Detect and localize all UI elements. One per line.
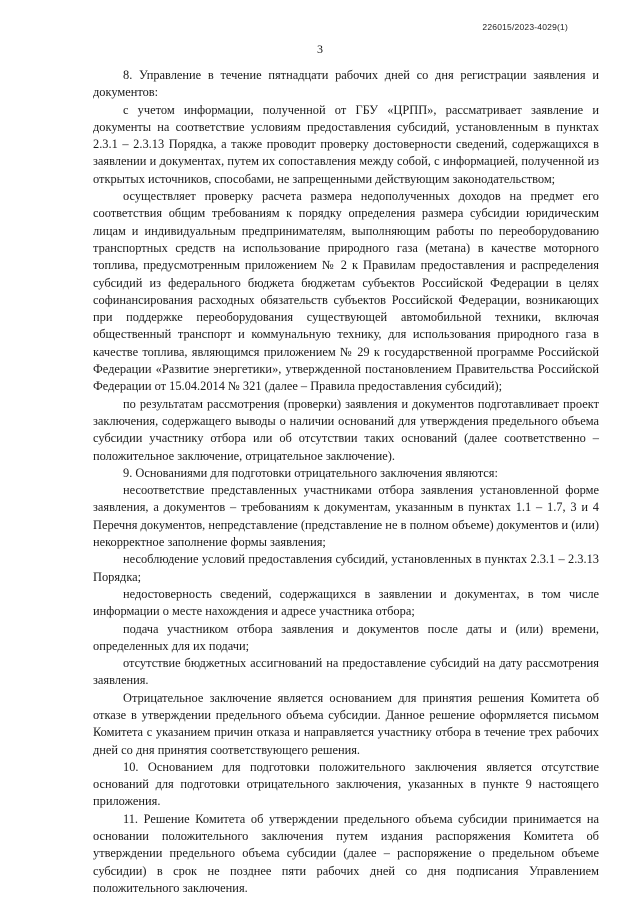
paragraph-9-late-submission: подача участником отбора заявления и документов после даты и (или) времени, определенных для их подачи;: [93, 621, 599, 653]
paragraph-9-nonconformity: несоответствие представленных участниками отбора заявления установленной форме заявления, а документов – требованиям к документам, указанным в пунктах 1.1 – 1.7, 3 и 4 Перечня документов, непредставление (представление не в полном объеме) документов и (или) некорректное заполнение формы заявления;: [93, 483, 599, 550]
document-registration-number: 226015/2023-4029(1): [482, 22, 568, 32]
paragraph-9-noncompliance: несоблюдение условий предоставления субсидий, установленных в пунктах 2.3.1 – 2.3.13 Порядка;: [93, 552, 599, 584]
paragraph-9-inaccuracy: недостоверность сведений, содержащихся в заявлении и документах, в том числе информации о месте нахождения и адресе участника отбора;: [93, 586, 599, 619]
paragraph-8-draft-conclusion: по результатам рассмотрения (проверки) заявления и документов подготавливает проект заключения, содержащего выводы о наличии оснований для утверждения предельного объема субсидии участнику отбора или об отсутствии таких оснований (далее соответственно – положительное заключение, отрицательное заключение).: [93, 396, 599, 463]
page-number: 3: [317, 42, 323, 56]
paragraph-9-negative-conclusion: Отрицательное заключение является основанием для принятия решения Комитета об отказе в утверждении предельного объема субсидии. Данное решение оформляется письмом Комитета с указанием причин отказа и направляется участнику отбора в течение трех рабочих дней со дня принятия соответствующего решения.: [93, 690, 599, 757]
paragraph-9-no-budget: отсутствие бюджетных ассигнований на предоставление субсидий на дату рассмотрения заявления.: [93, 656, 599, 688]
paragraph-9-intro: 9. Основаниями для подготовки отрицательного заключения являются:: [123, 465, 498, 480]
paragraph-8-calculation-check: осуществляет проверку расчета размера недополученных доходов на предмет его соответствия общим требованиям к порядку определения размера субсидии юридическим лицам и индивидуальным предпринимателям, выполняющим работы по переоборудованию транспортных средств на использование природного газа (метана) в качестве моторного топлива, предусмотренным приложением № 2 к Правилам предоставления и распределения субсидий из федерального бюджета бюджетам субъектов Российской Федерации в целях софинансирования расходных обязательств субъектов Российской Федерации, возникающих при поддержке переоборудования существующей автомобильной техники, включая общественный транспорт и коммунальную технику, для использования природного газа в качестве топлива, являющимся приложением № 29 к государственной программе Российской Федерации «Развитие энергетики», утвержденной постановлением Правительства Российской Федерации от 15.04.2014 № 321 (далее – Правила предоставления субсидий);: [93, 189, 599, 394]
document-body: [93, 67, 599, 897]
paragraph-8-intro: 8. Управление в течение пятнадцати рабочих дней со дня регистрации заявления и документов:: [93, 68, 599, 100]
paragraph-10: 10. Основанием для подготовки положительного заключения является отсутствие оснований для подготовки отрицательного заключения, указанных в пункте 9 настоящего приложения.: [93, 759, 599, 809]
paragraph-11: 11. Решение Комитета об утверждении предельного объема субсидии принимается на основании положительного заключения путем издания распоряжения Комитета об утверждении предельного объема субсидии (далее – распоряжение о предельном объеме субсидии) в срок не позднее пяти рабочих дней со дня подписания Управлением положительного заключения.: [93, 811, 599, 895]
paragraph-8-review: с учетом информации, полученной от ГБУ «ЦРПП», рассматривает заявление и документы на соответствие условиям предоставления субсидий, установленным в пунктах 2.3.1 – 2.3.13 Порядка, а также проводит проверку достоверности сведений, содержащихся в заявлении и документах, путем их сопоставления между собой, с информацией, полученной из открытых источников, способами, не запрещенными действующим законодательством;: [93, 102, 599, 186]
